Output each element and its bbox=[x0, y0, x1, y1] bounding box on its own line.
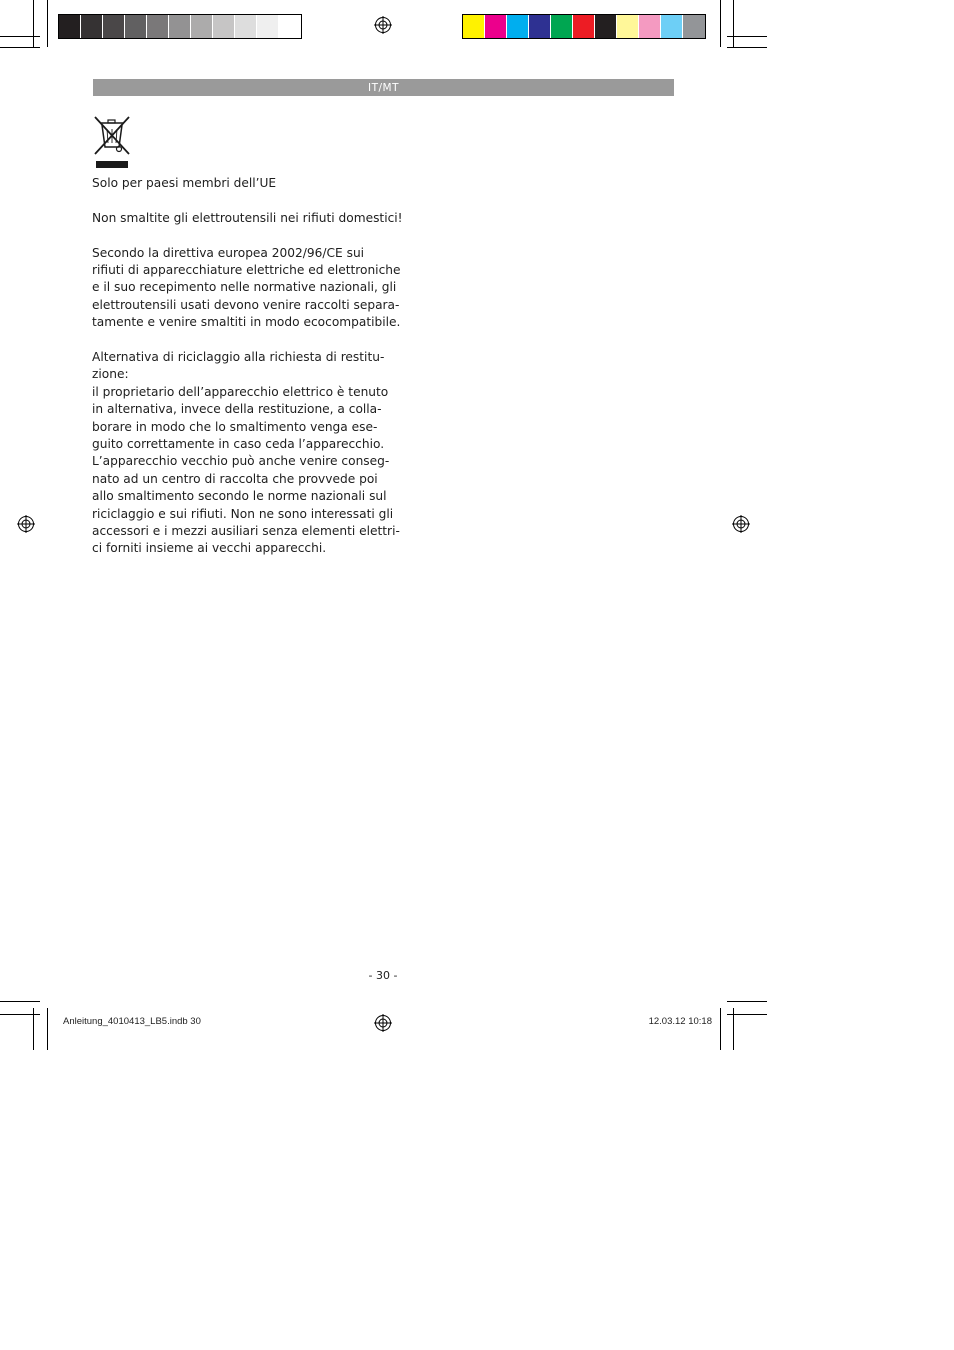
color-swatch bbox=[507, 15, 529, 38]
color-swatch bbox=[191, 15, 213, 38]
text-line: L’apparecchio vecchio può anche venire conseg- bbox=[92, 454, 390, 469]
color-swatch bbox=[103, 15, 125, 38]
crop-mark bbox=[733, 1008, 734, 1050]
text-line: guito correttamente in caso ceda l’apparecchio. bbox=[92, 437, 385, 452]
crop-mark bbox=[47, 1008, 48, 1050]
crop-mark bbox=[0, 1014, 40, 1015]
color-swatch bbox=[551, 15, 573, 38]
text-line: zione: bbox=[92, 367, 129, 382]
color-swatch bbox=[463, 15, 485, 38]
language-header-band bbox=[93, 79, 674, 96]
crop-mark bbox=[47, 0, 48, 47]
text-line: tamente e venire smaltiti in modo ecocompatibile. bbox=[92, 315, 401, 330]
color-swatch bbox=[169, 15, 191, 38]
process-color-bar bbox=[462, 14, 706, 39]
color-swatch bbox=[235, 15, 257, 38]
crop-mark bbox=[720, 1008, 721, 1050]
text-line: borare in modo che lo smaltimento venga ese- bbox=[92, 419, 378, 434]
text-line: Non smaltite gli elettroutensili nei rifiuti domestici! bbox=[92, 210, 403, 225]
color-swatch bbox=[529, 15, 551, 38]
crop-mark bbox=[727, 36, 767, 37]
registration-mark-icon bbox=[17, 515, 35, 533]
text-line: e il suo recepimento nelle normative nazionali, gli bbox=[92, 280, 397, 295]
crop-mark bbox=[0, 47, 40, 48]
disposal-text-column bbox=[92, 175, 403, 575]
crossed-out-wheelie-bin-icon bbox=[92, 114, 132, 170]
crop-mark bbox=[33, 0, 34, 47]
paragraph bbox=[92, 245, 401, 332]
crop-mark bbox=[0, 1001, 40, 1002]
color-swatch bbox=[573, 15, 595, 38]
color-swatch bbox=[147, 15, 169, 38]
color-swatch bbox=[213, 15, 235, 38]
text-line: ci forniti insieme ai vecchi apparecchi. bbox=[92, 541, 327, 556]
registration-mark-icon bbox=[732, 515, 750, 533]
text-line: elettroutensili usati devono venire raccolti separa- bbox=[92, 297, 400, 312]
paragraph bbox=[92, 349, 400, 558]
text-line: Alternativa di riciclaggio alla richiesta di restitu- bbox=[92, 350, 385, 365]
color-swatch bbox=[81, 15, 103, 38]
language-code: IT/MT bbox=[367, 81, 400, 94]
crop-mark bbox=[33, 1008, 34, 1050]
color-swatch bbox=[639, 15, 661, 38]
text-line: Secondo la direttiva europea 2002/96/CE sui bbox=[92, 245, 365, 260]
text-line: riciclaggio e sui rifiuti. Non ne sono interessati gli bbox=[92, 506, 394, 521]
crop-mark bbox=[720, 0, 721, 47]
color-swatch bbox=[257, 15, 279, 38]
color-swatch bbox=[595, 15, 617, 38]
registration-mark-icon bbox=[374, 1014, 392, 1032]
color-swatch bbox=[279, 15, 301, 38]
crop-mark bbox=[0, 36, 40, 37]
text-line: rifiuti di apparecchiature elettriche ed elettroniche bbox=[92, 263, 401, 277]
crop-mark bbox=[727, 47, 767, 48]
text-line: accessori e i mezzi ausiliari senza elementi elettri- bbox=[92, 524, 400, 539]
grayscale-color-bar bbox=[58, 14, 302, 39]
crop-mark bbox=[733, 0, 734, 47]
text-line: il proprietario dell’apparecchio elettrico è tenuto bbox=[92, 384, 389, 399]
text-line: allo smaltimento secondo le norme nazionali sul bbox=[92, 489, 387, 504]
color-swatch bbox=[661, 15, 683, 38]
registration-mark-icon bbox=[374, 16, 392, 34]
crop-mark bbox=[727, 1001, 767, 1002]
page-number: - 30 - bbox=[368, 969, 398, 982]
color-swatch bbox=[683, 15, 705, 38]
paragraph bbox=[92, 175, 374, 192]
color-swatch bbox=[617, 15, 639, 38]
timestamp: 12.03.12 10:18 bbox=[648, 1016, 712, 1027]
text-line: Solo per paesi membri dell’UE bbox=[92, 176, 277, 190]
color-swatch bbox=[125, 15, 147, 38]
paragraph bbox=[92, 210, 403, 227]
text-line: in alternativa, invece della restituzione, a colla- bbox=[92, 402, 382, 417]
text-line: nato ad un centro di raccolta che provvede poi bbox=[92, 471, 378, 486]
file-slug: Anleitung_4010413_LB5.indb 30 bbox=[63, 1016, 201, 1027]
color-swatch bbox=[59, 15, 81, 38]
color-swatch bbox=[485, 15, 507, 38]
